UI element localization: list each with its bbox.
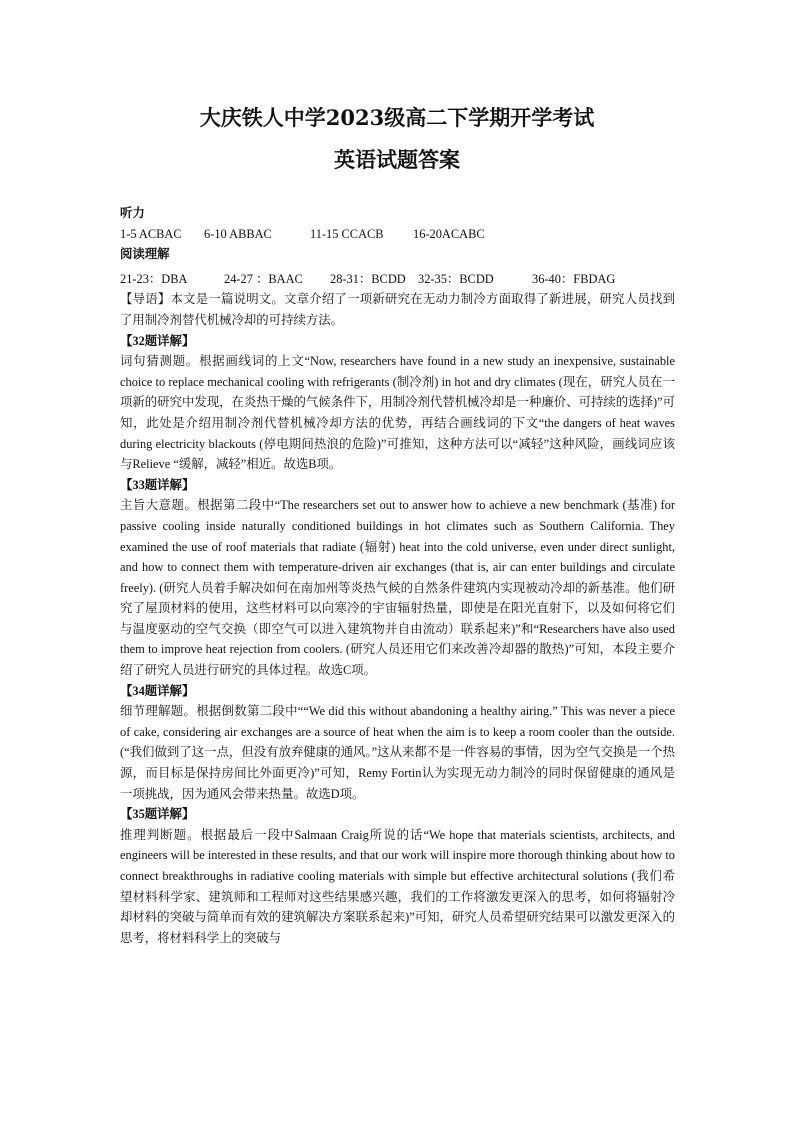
section-heading-33: 【33题详解】 bbox=[120, 477, 195, 492]
section-heading-32: 【32题详解】 bbox=[120, 333, 195, 348]
listening-answer: 11-15 CCACB bbox=[310, 226, 384, 241]
reading-answers bbox=[120, 269, 675, 290]
section-heading-35: 【35题详解】 bbox=[120, 807, 195, 822]
listening-answer: 16-20ACABC bbox=[413, 226, 485, 241]
listening-answer: 6-10 ABBAC bbox=[204, 226, 272, 241]
section-body-34: 细节理解题。根据倒数第二段中““We did this without abandoning a healthy airing.” This was never a piece of cake, considering air exchanges are a source of heat when the aim is to keep a room cooler than the outside. (“我们做到了这一点，但没有放弃健康的通风。”这从来都不是一件容易的事情，因为空气交换是一个热源，而目标是保持房间比外面更冷)”可知，Remy Fortin认为实现无动力制冷的同时保留健康的通风是一项挑战，因为通风会带来热量。故选D项。 bbox=[120, 704, 675, 801]
page-subtitle: 英语试题答案 bbox=[334, 147, 460, 172]
reading-answer: 36-40：FBDAG bbox=[532, 271, 616, 286]
page-title: 大庆铁人中学2023级高二下学期开学考试 bbox=[199, 105, 595, 130]
section-body-33: 主旨大意题。根据第二段中“The researchers set out to answer how to achieve a new benchmark (基准) for passive cooling inside naturally conditioned buildings in hot climates such as Southern California. They examined the use of roof materials that radiate (辐射) heat into the cold universe, even under direct sunlight, and how to connect them with temperature-driven air exchanges (that is, air can enter buildings and circulate freely). (研究人员着手解决如何在南加州等炎热气候的自然条件建筑内实现被动冷却的新基准。他们研究了屋顶材料的使用，这些材料可以向寒冷的宇宙辐射热量，即使是在阳光直射下，以及如何将它们与温度驱动的空气交换（即空气可以进入建筑物并自由流动）联系起来)”和“Researchers have also used them to improve heat rejection from coolers. (研究人员还用它们来改善冷却器的散热)”可知，本段主要介绍了研究人员进行研究的具体过程。故选C项。 bbox=[120, 498, 675, 678]
reading-answer: 21-23：DBA bbox=[120, 271, 188, 286]
reading-answer: 28-31：BCDD bbox=[330, 271, 406, 286]
section-body-35: 推理判断题。根据最后一段中Salmaan Craig所说的话“We hope that materials scientists, architects, and engineers will be interested in these results, and that our work will inspire more thorough thinking about how to connect breakthroughs in radiative cooling materials with simple but effective architectural solutions (我们希望材料科学家、建筑师和工程师对这些结果感兴趣，我们的工作将激发更深入的思考，如何将辐射冷却材料的突破与简单而有效的建筑解决方案联系起来)”可知，研究人员希望研究结果可以激发更深入的思考，将材料科学上的突破与 bbox=[120, 827, 675, 945]
section-body-32: 词句猜测题。根据画线词的上文“Now, researchers have found in a new study an inexpensive, sustainable choice to replace mechanical cooling with refrigerants (制冷剂) in hot and dry climates (现在，研究人员在一项新的研究中发现，在炎热干燥的气候条件下，用制冷剂代替机械冷却是一种廉价、可持续的选择)”可知，此处是介绍用制冷剂代替机械冷却方法的优势，再结合画线词的下文“the dangers of heat waves during electricity blackouts (停电期间热浪的危险)”可推知，这种方法可以“减轻”这种风险，画线词应该与Relieve “缓解，减轻”相近。故选B项。 bbox=[120, 354, 675, 472]
reading-answer: 32-35：BCDD bbox=[418, 271, 494, 286]
listening-answers bbox=[120, 224, 675, 245]
listening-answer: 1-5 ACBAC bbox=[120, 226, 182, 241]
answer-content bbox=[120, 203, 675, 948]
section-heading-34: 【34题详解】 bbox=[120, 683, 195, 698]
guide-paragraph: 【导语】本文是一篇说明文。文章介绍了一项新研究在无动力制冷方面取得了新进展，研究人员找到了用制冷剂替代机械冷却的可持续方法。 bbox=[120, 292, 675, 327]
reading-heading: 阅读理解 bbox=[120, 247, 170, 262]
reading-answer: 24-27 ：BAAC bbox=[224, 271, 303, 286]
listening-heading: 听力 bbox=[120, 206, 145, 220]
